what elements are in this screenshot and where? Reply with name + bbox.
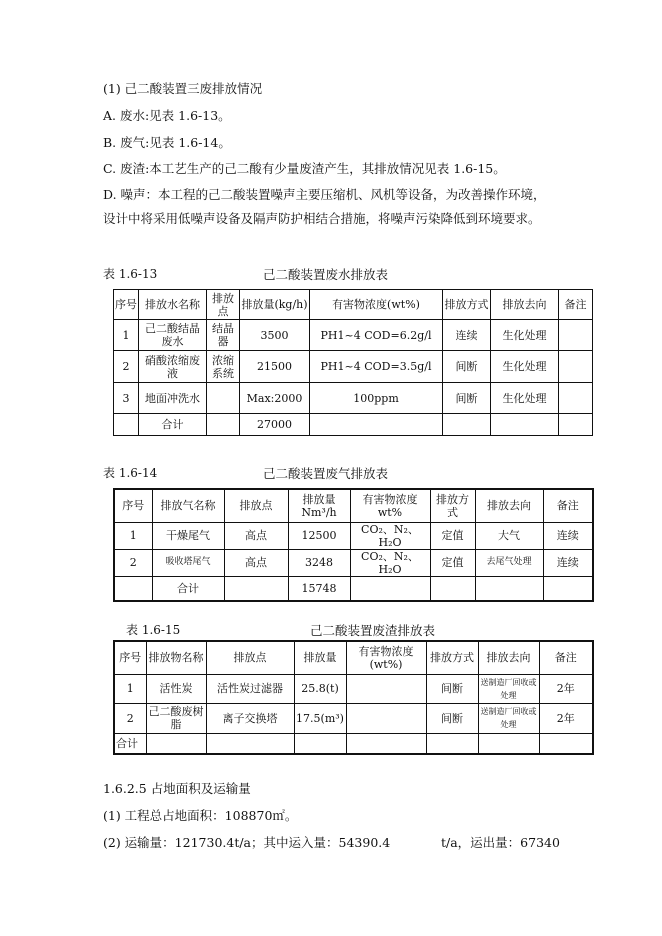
header-name: 排放水名称	[139, 290, 207, 320]
intro-line-c: C. 废渣:本工艺生产的己二酸有少量废渣产生，其排放情况见表 1.6-15。	[103, 161, 506, 176]
waste-residue-table	[113, 640, 594, 755]
cell-point: 结晶器	[207, 320, 240, 351]
total-label: 合计	[139, 414, 207, 436]
header-seq: 序号	[114, 641, 146, 674]
section-heading: 1.6.2.5 占地面积及运输量	[103, 781, 251, 796]
table-row	[114, 674, 593, 703]
cell-conc: CO₂、N₂、H₂O	[350, 549, 430, 576]
cell-name: 吸收塔尾气	[152, 549, 224, 576]
table15-number: 表 1.6-15	[126, 623, 181, 637]
header-amount: 排放量(kg/h)	[240, 290, 310, 320]
header-conc: 有害物浓度(wt%)	[310, 290, 443, 320]
header-conc: 有害物浓度(wt%)	[346, 641, 426, 674]
table13-title: 己二酸装置废水排放表	[263, 267, 389, 282]
section-line2-a: (2) 运输量：121730.4t/a；其中运入量：54390.4	[103, 835, 391, 850]
cell-note: 2年	[539, 703, 593, 733]
cell-dest: 生化处理	[491, 351, 559, 383]
section-line1: (1) 工程总占地面积：108870㎡。	[103, 808, 298, 823]
header-mode: 排放方式	[430, 489, 475, 522]
cell-dest: 送制造厂回收或处理	[478, 703, 539, 733]
cell-mode: 定值	[430, 522, 475, 549]
cell-mode: 间断	[426, 674, 478, 703]
cell-name: 地面冲洗水	[139, 383, 207, 414]
cell-amount: 12500	[288, 522, 350, 549]
table-row	[114, 522, 593, 549]
table-row	[114, 351, 593, 383]
intro-heading: (1) 己二酸装置三废排放情况	[103, 81, 263, 96]
table-row	[114, 320, 593, 351]
cell-seq: 1	[114, 674, 146, 703]
cell-point: 高点	[224, 522, 288, 549]
header-point: 排放点	[206, 641, 294, 674]
cell-note: 连续	[543, 549, 593, 576]
cell-amount: 25.8(t)	[294, 674, 346, 703]
cell-conc: PH1~4 COD=3.5g/l	[310, 351, 443, 383]
cell-amount: 17.5(m³)	[294, 703, 346, 733]
cell-note	[559, 351, 593, 383]
cell-point: 活性炭过滤器	[206, 674, 294, 703]
header-name: 排放物名称	[146, 641, 206, 674]
header-point: 排放点	[207, 290, 240, 320]
total-amount: 15748	[288, 576, 350, 601]
cell-point: 高点	[224, 549, 288, 576]
cell-seq: 2	[114, 351, 139, 383]
table13-number: 表 1.6-13	[103, 267, 158, 281]
cell-seq: 1	[114, 522, 152, 549]
cell-seq: 1	[114, 320, 139, 351]
cell-mode: 间断	[443, 383, 491, 414]
cell-dest: 大气	[475, 522, 543, 549]
section-line2-b: t/a，运出量：67340	[441, 835, 560, 850]
cell-amount: Max:2000	[240, 383, 310, 414]
table14-number: 表 1.6-14	[103, 466, 158, 480]
table-row	[114, 549, 593, 576]
cell-dest: 生化处理	[491, 383, 559, 414]
cell-point: 离子交换塔	[206, 703, 294, 733]
cell-note	[559, 383, 593, 414]
cell-conc	[346, 703, 426, 733]
header-name: 排放气名称	[152, 489, 224, 522]
wastewater-table	[113, 289, 593, 436]
table-header-row	[114, 489, 593, 522]
cell-amount: 3500	[240, 320, 310, 351]
header-seq: 序号	[114, 290, 139, 320]
cell-seq: 2	[114, 549, 152, 576]
header-note: 备注	[559, 290, 593, 320]
cell-note: 连续	[543, 522, 593, 549]
intro-line-b: B. 废气:见表 1.6-14。	[103, 135, 231, 150]
total-label: 合计	[114, 733, 146, 754]
intro-line-d: D. 噪声：本工程的己二酸装置噪声主要压缩机、风机等设备，为改善操作环境，	[103, 187, 546, 202]
cell-mode: 定值	[430, 549, 475, 576]
header-seq: 序号	[114, 489, 152, 522]
table-total-row	[114, 733, 593, 754]
cell-mode: 间断	[426, 703, 478, 733]
waste-gas-table	[113, 488, 594, 602]
cell-seq: 2	[114, 703, 146, 733]
table-row	[114, 703, 593, 733]
cell-point: 浓缩系统	[207, 351, 240, 383]
table-row	[114, 383, 593, 414]
cell-amount: 21500	[240, 351, 310, 383]
total-amount: 27000	[240, 414, 310, 436]
header-amount: 排放量Nm³/h	[288, 489, 350, 522]
header-dest: 排放去向	[475, 489, 543, 522]
header-mode: 排放方式	[443, 290, 491, 320]
header-dest: 排放去向	[491, 290, 559, 320]
table-header-row	[114, 290, 593, 320]
cell-conc: PH1~4 COD=6.2g/l	[310, 320, 443, 351]
cell-dest: 生化处理	[491, 320, 559, 351]
header-note: 备注	[543, 489, 593, 522]
intro-line-d2: 设计中将采用低噪声设备及隔声防护相结合措施，将噪声污染降低到环境要求。	[103, 211, 541, 226]
cell-conc	[346, 674, 426, 703]
header-dest: 排放去向	[478, 641, 539, 674]
table-total-row	[114, 576, 593, 601]
total-label: 合计	[152, 576, 224, 601]
cell-note	[559, 320, 593, 351]
cell-name: 干燥尾气	[152, 522, 224, 549]
cell-mode: 间断	[443, 351, 491, 383]
cell-amount: 3248	[288, 549, 350, 576]
table14-title: 己二酸装置废气排放表	[263, 466, 389, 481]
header-amount: 排放量	[294, 641, 346, 674]
cell-name: 硝酸浓缩废液	[139, 351, 207, 383]
header-mode: 排放方式	[426, 641, 478, 674]
cell-name: 己二酸结晶废水	[139, 320, 207, 351]
cell-dest: 去尾气处理	[475, 549, 543, 576]
cell-point	[207, 383, 240, 414]
cell-note: 2年	[539, 674, 593, 703]
header-conc: 有害物浓度 wt%	[350, 489, 430, 522]
header-point: 排放点	[224, 489, 288, 522]
intro-line-a: A. 废水:见表 1.6-13。	[103, 108, 231, 123]
cell-name: 活性炭	[146, 674, 206, 703]
cell-dest: 送制造厂回收或处理	[478, 674, 539, 703]
table-header-row	[114, 641, 593, 674]
cell-seq: 3	[114, 383, 139, 414]
cell-conc: CO₂、N₂、H₂O	[350, 522, 430, 549]
table15-title: 己二酸装置废渣排放表	[310, 623, 436, 638]
cell-name: 己二酸废树脂	[146, 703, 206, 733]
header-note: 备注	[539, 641, 593, 674]
cell-conc: 100ppm	[310, 383, 443, 414]
table-total-row	[114, 414, 593, 436]
cell-mode: 连续	[443, 320, 491, 351]
